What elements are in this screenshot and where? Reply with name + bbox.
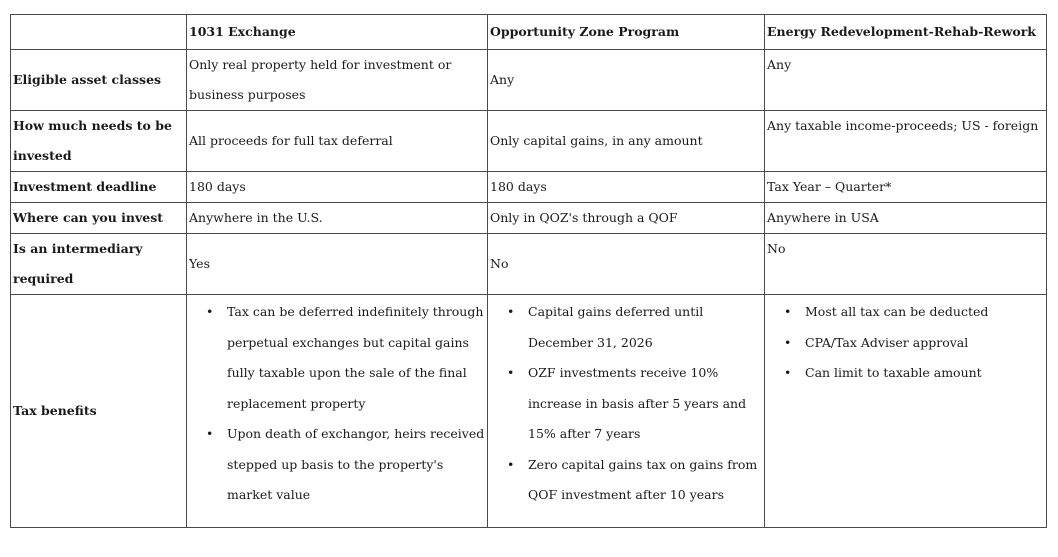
bullet-icon: •	[784, 304, 792, 319]
row-label: Where can you invest	[11, 203, 187, 234]
cell-energy: No	[765, 234, 1047, 295]
table-row	[11, 172, 1047, 203]
bullet-icon: •	[784, 334, 792, 350]
cell-1031: 180 days	[187, 172, 488, 203]
cell-opportunity-zone: 180 days	[488, 172, 765, 203]
bullet-icon: •	[784, 365, 792, 380]
bullet-list	[767, 295, 1044, 389]
bullet-list	[189, 295, 485, 511]
table-row	[11, 50, 1047, 111]
cell-1031	[187, 295, 488, 528]
row-label: Tax benefits	[11, 295, 187, 528]
list-item-text: Tax can be deferred indefinitely through perpetual exchanges but capital gains fully taxable upon the sale of the final replacement property	[227, 304, 484, 411]
list-item	[490, 358, 762, 450]
header-energy-redevelopment: Energy Redevelopment-Rehab-Rework	[765, 15, 1047, 50]
list-item-text: Zero capital gains tax on gains from QOF investment after 10 years	[528, 456, 758, 502]
cell-energy: Any	[765, 50, 1047, 111]
list-item	[189, 419, 485, 511]
bullet-icon: •	[507, 365, 515, 380]
comparison-table	[10, 14, 1047, 528]
cell-opportunity-zone: Only in QOZ's through a QOF	[488, 203, 765, 234]
list-item-text: Can limit to taxable amount	[805, 365, 982, 380]
cell-energy: Tax Year – Quarter*	[765, 172, 1047, 203]
list-item-text: CPA/Tax Adviser approval	[805, 334, 969, 350]
cell-1031: Yes	[187, 234, 488, 295]
list-item	[767, 358, 1044, 389]
bullet-icon: •	[507, 304, 515, 319]
list-item-text: Most all tax can be deducted	[805, 304, 989, 319]
cell-opportunity-zone: Any	[488, 50, 765, 111]
bullet-icon: •	[507, 456, 515, 472]
bullet-icon: •	[206, 426, 214, 441]
header-row	[11, 15, 1047, 50]
header-cell-empty	[11, 15, 187, 50]
bullet-list	[490, 295, 762, 511]
table-row	[11, 234, 1047, 295]
list-item	[490, 450, 762, 511]
cell-energy: Any taxable income-proceeds; US - foreign	[765, 111, 1047, 172]
list-item-text: Upon death of exchangor, heirs received stepped up basis to the property's market value	[227, 426, 485, 502]
row-label: Investment deadline	[11, 172, 187, 203]
row-label: Is an intermediary required	[11, 234, 187, 295]
list-item	[767, 328, 1044, 359]
cell-1031: All proceeds for full tax deferral	[187, 111, 488, 172]
bullet-icon: •	[206, 304, 214, 319]
header-opportunity-zone: Opportunity Zone Program	[488, 15, 765, 50]
list-item-text: Capital gains deferred until December 31, 2026	[528, 304, 704, 350]
cell-energy	[765, 295, 1047, 528]
list-item-text: OZF investments receive 10% increase in basis after 5 years and 15% after 7 years	[528, 365, 747, 441]
table-row	[11, 203, 1047, 234]
list-item	[767, 297, 1044, 328]
cell-opportunity-zone	[488, 295, 765, 528]
cell-1031: Anywhere in the U.S.	[187, 203, 488, 234]
header-1031-exchange: 1031 Exchange	[187, 15, 488, 50]
cell-1031: Only real property held for investment or business purposes	[187, 50, 488, 111]
table-row	[11, 295, 1047, 528]
list-item	[189, 297, 485, 419]
table-row	[11, 111, 1047, 172]
cell-energy: Anywhere in USA	[765, 203, 1047, 234]
cell-opportunity-zone: No	[488, 234, 765, 295]
cell-opportunity-zone: Only capital gains, in any amount	[488, 111, 765, 172]
list-item	[490, 297, 762, 358]
row-label: How much needs to be invested	[11, 111, 187, 172]
row-label: Eligible asset classes	[11, 50, 187, 111]
